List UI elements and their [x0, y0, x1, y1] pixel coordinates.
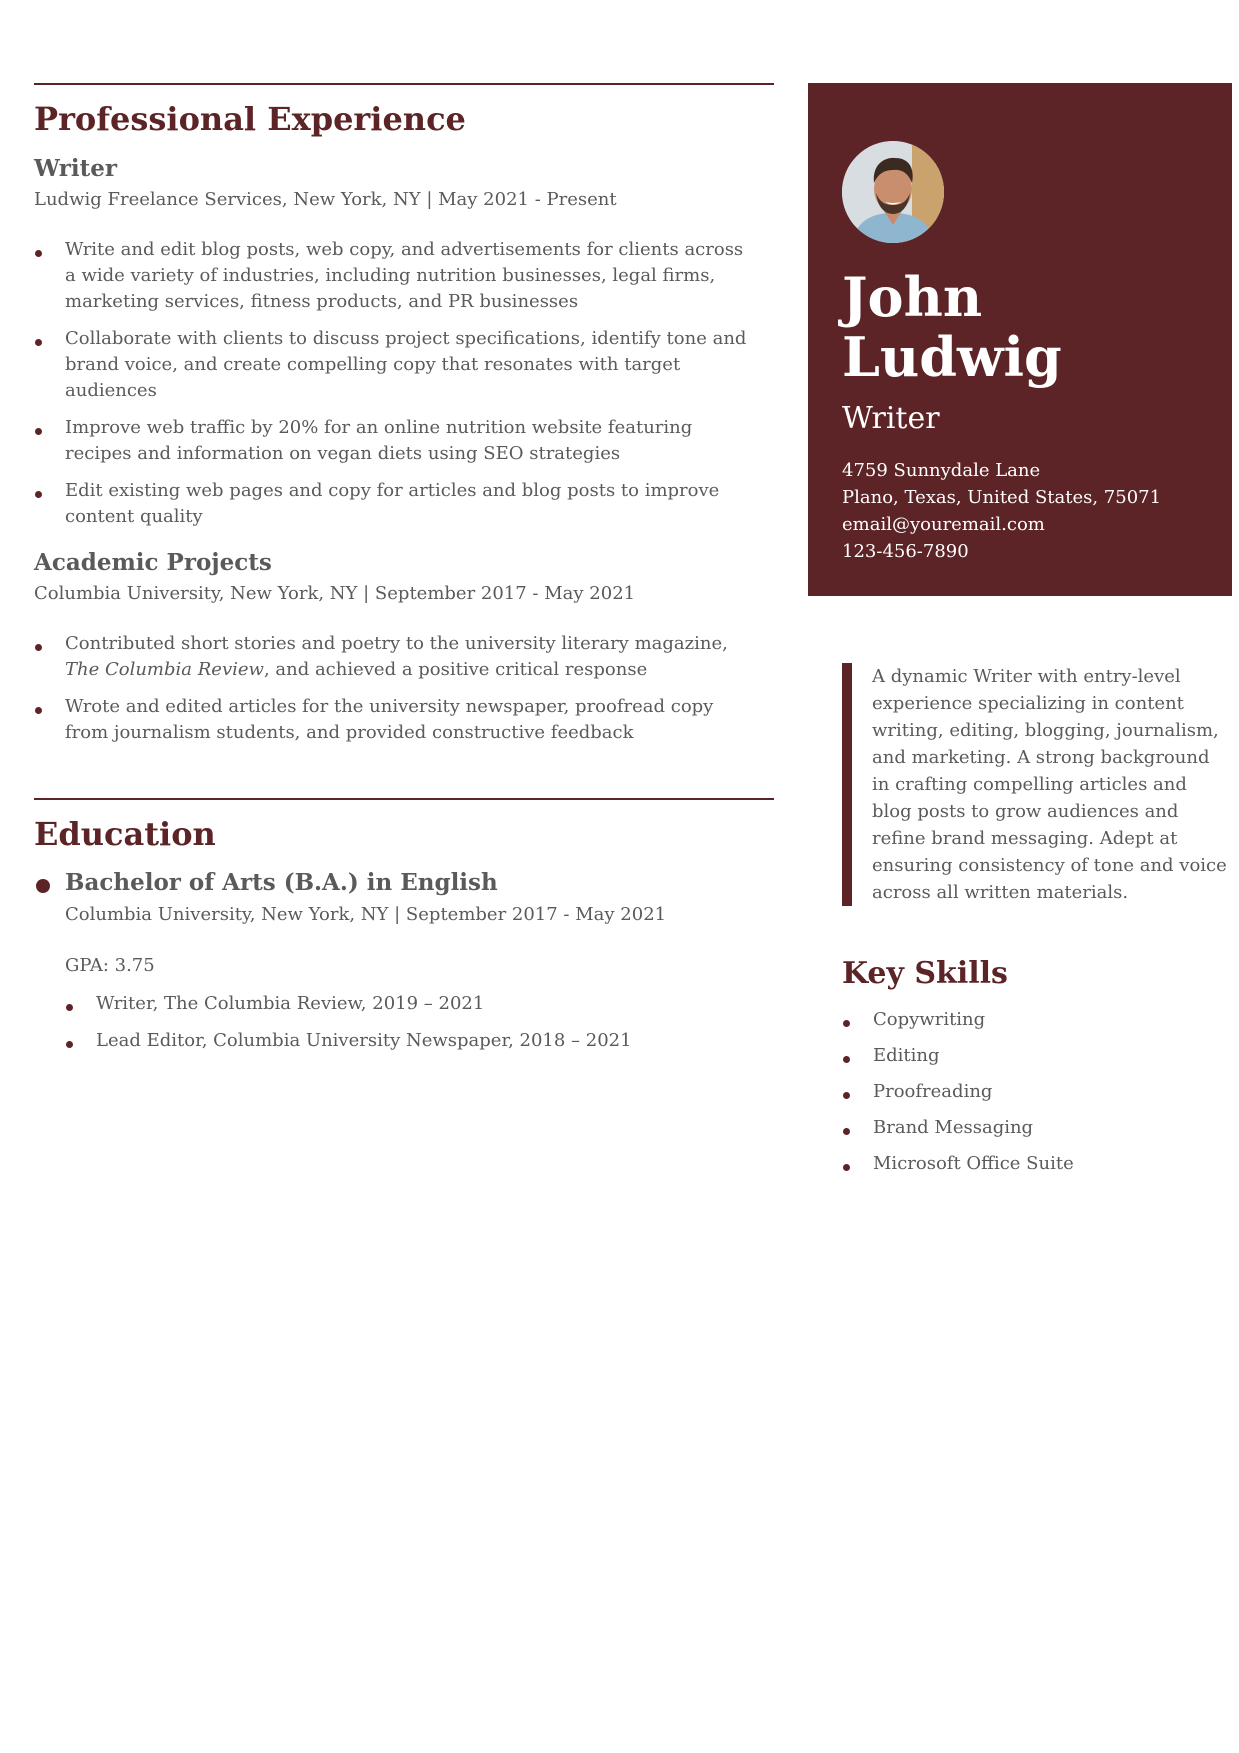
degree-title: Bachelor of Arts (B.A.) in English — [65, 869, 498, 896]
bullet-icon — [36, 879, 50, 893]
magazine-title: The Columbia Review — [65, 659, 264, 680]
list-item: Editing — [842, 1043, 1202, 1069]
list-item: Lead Editor, Columbia University Newspaper, 2018 – 2021 — [65, 1028, 745, 1054]
job-title: Academic Projects — [34, 549, 272, 576]
list-item: Proofreading — [842, 1079, 1202, 1105]
job-bullets — [34, 237, 754, 541]
list-item: Copywriting — [842, 1007, 1202, 1033]
list-item: Write and edit blog posts, web copy, and advertisements for clients across a wide variety of industries, including nutrition businesses, legal firms, marketing services, fitness products, and PR businesses — [34, 237, 754, 315]
job-meta: Columbia University, New York, NY | September 2017 - May 2021 — [34, 583, 636, 604]
experience-title: Professional Experience — [34, 100, 466, 138]
gpa: GPA: 3.75 — [65, 955, 155, 976]
list-item: Wrote and edited articles for the university newspaper, proofread copy from journalism students, and provided constructive feedback — [34, 694, 754, 746]
job-title: Writer — [34, 155, 118, 182]
contact-info — [842, 457, 1161, 565]
section-divider — [34, 83, 774, 85]
summary: A dynamic Writer with entry-level experience specializing in content writing, editing, blogging, journalism, and marketing. A strong background in crafting compelling articles and blog posts to grow audiences and refine brand messaging. Adept at ensuring consistency of tone and voice across all written materials. — [842, 663, 1227, 906]
job-bullets — [34, 631, 754, 757]
full-name: John Ludwig — [842, 265, 1062, 389]
list-item: Collaborate with clients to discuss project specifications, identify tone and brand voice, and create compelling copy that resonates with target audiences — [34, 326, 754, 404]
list-item: Improve web traffic by 20% for an online nutrition website featuring recipes and information on vegan diets using SEO strategies — [34, 415, 754, 467]
list-item: Writer, The Columbia Review, 2019 – 2021 — [65, 991, 745, 1017]
avatar — [842, 141, 944, 243]
education-meta: Columbia University, New York, NY | September 2017 - May 2021 — [65, 904, 667, 925]
list-item: Microsoft Office Suite — [842, 1151, 1202, 1177]
role-title: Writer — [842, 401, 940, 436]
section-divider — [34, 798, 774, 800]
address-line-2: Plano, Texas, United States, 75071 — [842, 487, 1162, 508]
education-items — [65, 991, 745, 1065]
education-title: Education — [34, 815, 216, 853]
list-item: Contributed short stories and poetry to the university literary magazine, The Columbia Review, and achieved a positive critical response — [34, 631, 754, 683]
email[interactable]: email@youremail.com — [842, 514, 1045, 535]
profile-panel — [808, 83, 1232, 596]
list-item: Edit existing web pages and copy for articles and blog posts to improve content quality — [34, 478, 754, 530]
list-item: Brand Messaging — [842, 1115, 1202, 1141]
phone[interactable]: 123-456-7890 — [842, 541, 969, 562]
job-meta: Ludwig Freelance Services, New York, NY | May 2021 - Present — [34, 189, 617, 210]
skills-title: Key Skills — [842, 956, 1008, 991]
avatar-photo-icon — [842, 141, 944, 243]
address-line-1: 4759 Sunnydale Lane — [842, 460, 1041, 481]
skills-list — [842, 1007, 1202, 1187]
